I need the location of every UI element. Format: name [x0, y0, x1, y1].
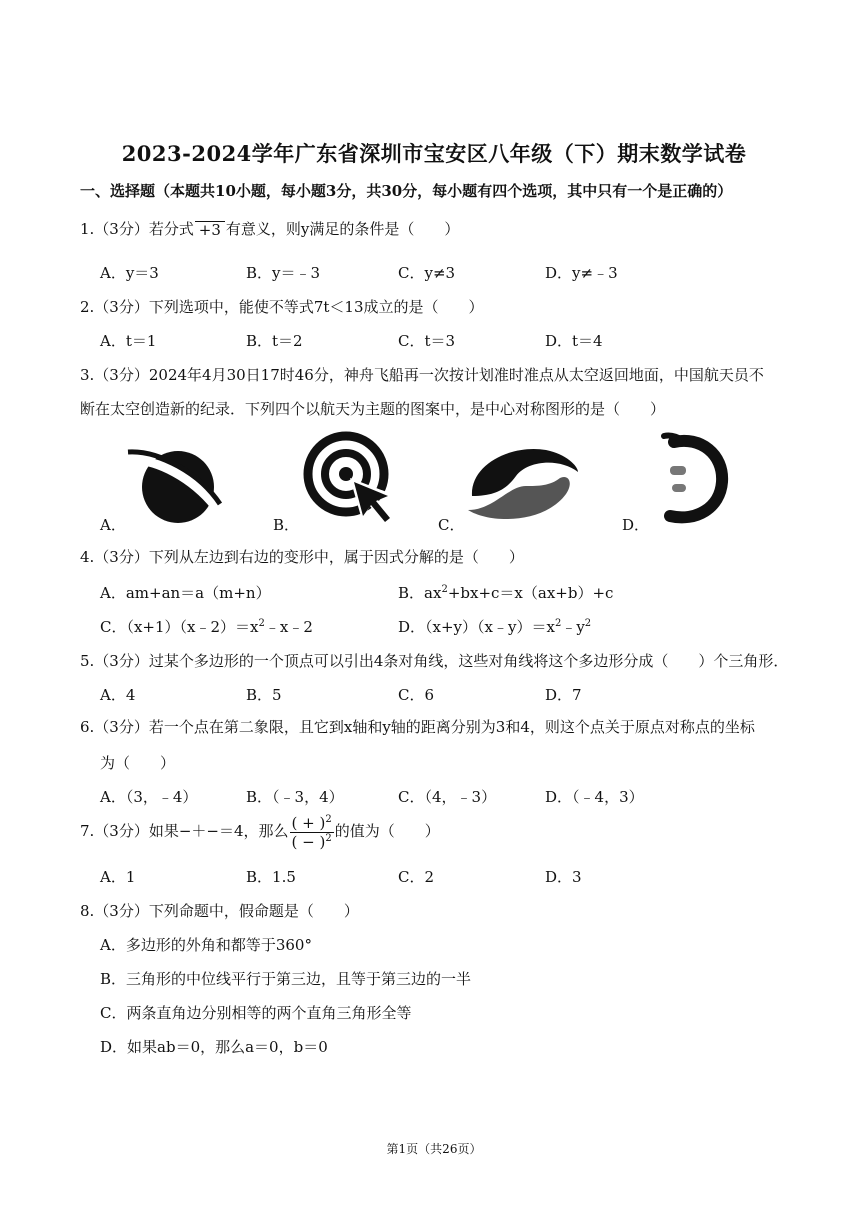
q7-prefix: 7.（3分）如果−＋−＝4，那么: [80, 822, 289, 840]
q3-option-b: B．: [273, 516, 300, 534]
target-cursor-icon: [300, 430, 398, 528]
q4-c-pre: C．（x+1）（x﹣2）＝x: [100, 618, 259, 636]
question-5: 5.（3分）过某个多边形的一个顶点可以引出4条对角线，这些对角线将这个多边形分成（ ）个三角形．: [80, 652, 789, 670]
q4-d-sup1: 2: [554, 618, 562, 629]
q8-option-d: D．如果ab＝0，那么a＝0，b＝0: [100, 1038, 328, 1056]
q2-option-c: C．t＝3: [398, 332, 456, 350]
q7-den-sup: 2: [325, 832, 332, 844]
q7-frac-den: [290, 833, 334, 851]
q1-option-d: D．y≠﹣3: [545, 264, 618, 282]
q7-option-b: B．1.5: [246, 868, 296, 886]
q4-c-post: ﹣x﹣2: [264, 618, 313, 636]
q7-option-c: C．2: [398, 868, 435, 886]
q2-option-b: B．t＝2: [246, 332, 303, 350]
question-2: 2.（3分）下列选项中，能使不等式7t＜13成立的是（ ）: [80, 298, 484, 316]
q4-b-post: +bx+c＝x（ax+b）+c: [447, 584, 614, 602]
q1-suffix: 有意义，则y满足的条件是（ ）: [225, 220, 460, 238]
q1-option-c: C．y≠3: [398, 264, 456, 282]
q1-frac-den: +3: [198, 221, 221, 240]
q8-option-a: A．多边形的外角和都等于360°: [100, 936, 312, 954]
question-6-line2: 为（ ）: [100, 754, 176, 772]
q4-d-mid: ﹣y: [561, 618, 585, 636]
question-8: 8.（3分）下列命题中，假命题是（ ）: [80, 902, 359, 920]
q5-option-c: C．6: [398, 686, 435, 704]
q6-option-d: D．（﹣4，3）: [545, 788, 644, 806]
question-1: [80, 218, 459, 239]
q2-option-a: A．t＝1: [100, 332, 157, 350]
q4-option-b: [398, 582, 613, 603]
question-6-line1: 6.（3分）若一个点在第二象限，且它到x轴和y轴的距离分别为3和4，则这个点关于原点对称点的坐标: [80, 718, 755, 736]
q7-fraction: [290, 814, 334, 850]
q5-option-a: A．4: [100, 686, 136, 704]
q7-option-d: D．3: [545, 868, 582, 886]
q8-option-b: B．三角形的中位线平行于第三边，且等于第三边的一半: [100, 970, 472, 988]
section-heading: 一、选择题（本题共10小题，每小题3分，共30分，每小题有四个选项，其中只有一个是正确的）: [80, 182, 733, 200]
q3-option-a: A．: [100, 516, 126, 534]
q7-option-a: A．1: [100, 868, 136, 886]
q5-option-d: D．7: [545, 686, 582, 704]
q7-num-sup: 2: [325, 814, 332, 825]
q8-option-c: C．两条直角边分别相等的两个直角三角形全等: [100, 1004, 412, 1022]
q7-suffix: 的值为（ ）: [334, 822, 440, 840]
q7-num-expr: ( + ): [291, 814, 326, 832]
q4-b-sup: 2: [441, 584, 448, 595]
q7-den-expr: ( − ): [291, 832, 326, 851]
question-3-line2: 断在太空创造新的纪录．下列四个以航天为主题的图案中，是中心对称图形的是（ ）: [80, 400, 666, 418]
question-4: 4.（3分）下列从左边到右边的变形中，属于因式分解的是（ ）: [80, 548, 524, 566]
question-7: [80, 814, 440, 850]
page-title: 2023-2024学年广东省深圳市宝安区八年级（下）期末数学试卷: [121, 141, 747, 166]
question-3-line1: 3.（3分）2024年4月30日17时46分，神舟飞船再一次按计划准时准点从太空返回地面，中国航天员不: [80, 366, 764, 384]
q4-c-sup: 2: [258, 618, 265, 629]
brush-circle-icon: [650, 432, 732, 526]
q1-option-b: B．y＝﹣3: [246, 264, 321, 282]
q1-prefix: 1.（3分）若分式: [80, 220, 194, 238]
q5-option-b: B．5: [246, 686, 282, 704]
q1-fraction: [195, 221, 225, 239]
q6-option-a: A．（3，﹣4）: [100, 788, 198, 806]
q4-b-pre: B．ax: [398, 584, 442, 602]
q6-option-c: C．（4，﹣3）: [398, 788, 497, 806]
q4-d-sup2: 2: [584, 618, 592, 629]
q4-option-d: [398, 616, 591, 637]
q3-option-c: C．: [438, 516, 465, 534]
q1-option-a: A．y＝3: [100, 264, 159, 282]
q4-option-c: [100, 616, 313, 637]
q6-option-b: B．（﹣3，4）: [246, 788, 344, 806]
q3-option-d: D．: [622, 516, 650, 534]
q4-option-a: A．am+an＝a（m+n）: [100, 584, 271, 602]
q4-d-pre: D．（x+y）（x﹣y）＝x: [398, 618, 555, 636]
taiji-swirl-icon: [464, 440, 582, 524]
page-footer: 第1页（共26页）: [386, 1142, 482, 1156]
q2-option-d: D．t＝4: [545, 332, 603, 350]
planet-swoosh-icon: [126, 444, 222, 526]
q7-frac-num: [290, 814, 334, 833]
